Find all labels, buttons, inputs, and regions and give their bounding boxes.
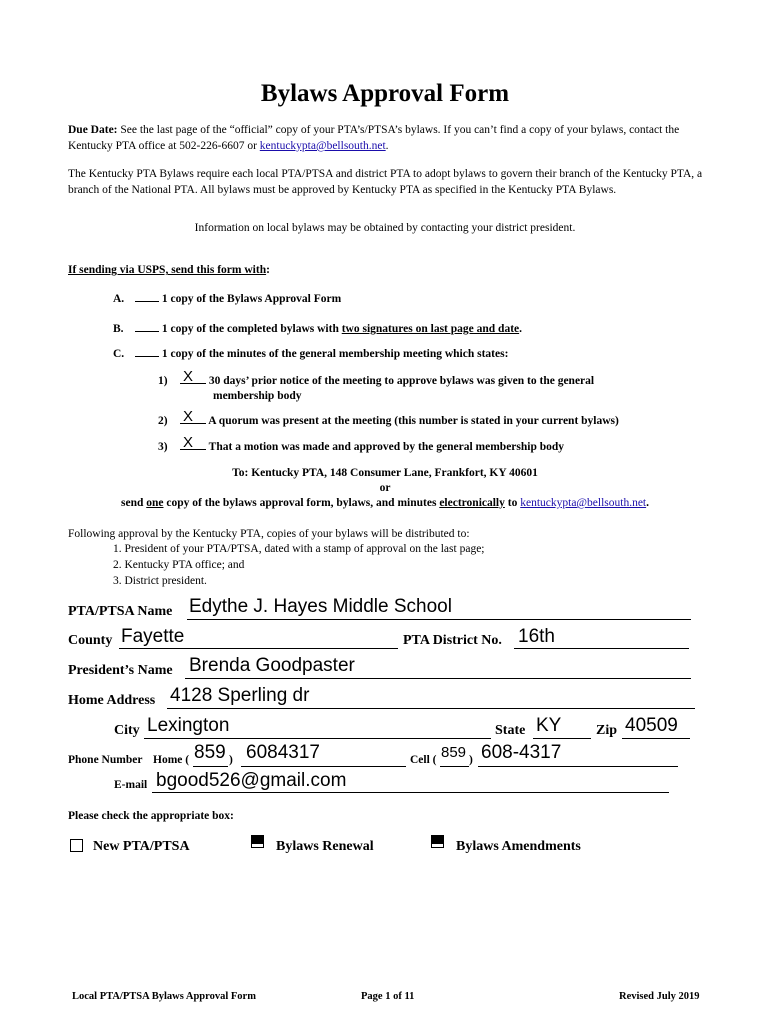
email-field[interactable]: bgood526@gmail.com — [156, 770, 347, 791]
distribution-item: 2. Kentucky PTA office; and — [113, 559, 245, 571]
requirement-paragraph: The Kentucky PTA Bylaws require each local PTA/PTSA and district PTA to adopt bylaws to govern their branch of the Kentucky PTA, a branch of the National PTA. All bylaws must be approved by Kentucky PTA as specified in the Kentucky PTA Bylaws. — [68, 168, 703, 196]
pta-name-field[interactable]: Edythe J. Hayes Middle School — [189, 596, 452, 617]
electronic-line — [0, 497, 770, 509]
usps-heading — [68, 262, 708, 278]
county-label: County — [68, 633, 113, 648]
or-line: or — [379, 482, 391, 494]
pta-name-label: PTA/PTSA Name — [68, 604, 173, 619]
subitem-check[interactable] — [180, 408, 206, 425]
home-paren-close: ) — [229, 754, 233, 766]
email-label: E-mail — [114, 779, 148, 791]
form-title: Bylaws Approval Form — [260, 80, 510, 107]
city-label: City — [114, 723, 140, 738]
distribution-list — [113, 541, 713, 589]
address-label: Home Address — [68, 693, 156, 708]
usps-heading-text: If sending via USPS, send this form with — [68, 264, 267, 276]
usps-item-a — [113, 291, 341, 307]
zip-line — [622, 738, 690, 739]
subitem-label: 1) — [158, 375, 168, 387]
period: . — [385, 140, 389, 152]
elec-pre: send — [120, 497, 144, 509]
district-line — [514, 648, 689, 649]
distribution-intro: Following approval by the Kentucky PTA, copies of your bylaws will be distributed to: — [68, 528, 470, 540]
item-label: A. — [113, 293, 125, 305]
president-line — [185, 678, 691, 679]
item-text: 1 copy of the Bylaws Approval Form — [161, 293, 342, 305]
bylaws-renewal-checkbox[interactable] — [251, 835, 264, 848]
cell-paren-close: ) — [469, 754, 473, 766]
x-mark: X — [183, 368, 194, 385]
email-line — [152, 792, 669, 793]
state-label: State — [495, 723, 526, 738]
zip-label: Zip — [596, 723, 618, 738]
bylaws-renewal-label: Bylaws Renewal — [276, 839, 374, 854]
usps-subitem-1 — [158, 368, 658, 404]
usps-item-c — [113, 346, 508, 362]
home-area-field[interactable]: 859 — [194, 742, 226, 763]
elec-one: one — [146, 497, 164, 509]
item-label: C. — [113, 348, 125, 360]
email-link[interactable]: kentuckypta@bellsouth.net — [259, 140, 386, 152]
x-mark: X — [183, 434, 194, 451]
president-field[interactable]: Brenda Goodpaster — [189, 655, 355, 676]
subitem-text: 30 days’ prior notice of the meeting to approve bylaws was given to the general — [208, 375, 595, 387]
county-field[interactable]: Fayette — [121, 626, 185, 647]
usps-subitem-2 — [158, 408, 678, 429]
item-underlined: two signatures on last page and date — [341, 323, 520, 335]
elec-end: . — [646, 497, 649, 509]
footer-page: Page 1 of 11 — [361, 991, 415, 1002]
cell-label: Cell ( — [410, 754, 437, 766]
new-pta-label: New PTA/PTSA — [93, 839, 190, 854]
check-blank[interactable] — [135, 321, 159, 332]
cell-area-line — [440, 766, 469, 767]
item-text: 1 copy of the minutes of the general membership meeting which states: — [161, 348, 509, 360]
subitem-check[interactable] — [180, 368, 206, 385]
check-blank[interactable] — [135, 346, 159, 357]
home-area-line — [193, 766, 228, 767]
due-date-text: See the last page of the “official” copy of your PTA’s/PTSA’s bylaws. If you can’t find a copy of your bylaws, contact the Kentucky PTA office at 502-226-6607 or — [68, 124, 680, 152]
home-label: Home ( — [153, 754, 190, 766]
usps-heading-colon: : — [266, 264, 270, 276]
subitem-text: A quorum was present at the meeting (this number is stated in your current bylaws) — [208, 415, 619, 427]
city-line — [144, 738, 491, 739]
state-field[interactable]: KY — [536, 715, 562, 736]
usps-subitem-3 — [158, 434, 658, 455]
info-line: Information on local bylaws may be obtained by contacting your district president. — [194, 222, 576, 234]
item-text: 1 copy of the completed bylaws with — [161, 323, 339, 335]
elec-word: electronically — [439, 497, 505, 509]
home-number-field[interactable]: 6084317 — [246, 742, 320, 763]
item-label: B. — [113, 323, 124, 335]
bylaws-amendments-checkbox[interactable] — [431, 835, 444, 848]
check-heading: Please check the appropriate box: — [68, 810, 234, 822]
subitem-text: That a motion was made and approved by the general membership body — [208, 441, 565, 453]
due-date-label: Due Date: — [68, 124, 118, 136]
phone-label: Phone Number — [68, 754, 143, 766]
address-line — [167, 708, 695, 709]
pta-name-line — [187, 619, 691, 620]
subitem-check[interactable] — [180, 434, 206, 451]
elec-to: to — [507, 497, 518, 509]
president-label: President’s Name — [68, 663, 173, 678]
subitem-label: 3) — [158, 441, 168, 453]
cell-number-line — [478, 766, 678, 767]
electronic-email-link[interactable]: kentuckypta@bellsouth.net — [520, 497, 647, 509]
bylaws-amendments-label: Bylaws Amendments — [456, 839, 581, 854]
home-number-line — [241, 766, 406, 767]
elec-mid: copy of the bylaws approval form, bylaws, and minutes — [166, 497, 437, 509]
mailing-address: To: Kentucky PTA, 148 Consumer Lane, Frankfort, KY 40601 — [232, 467, 538, 479]
subitem-text-cont: membership body — [213, 390, 302, 402]
district-label: PTA District No. — [403, 633, 502, 648]
city-field[interactable]: Lexington — [147, 715, 230, 736]
footer-left: Local PTA/PTSA Bylaws Approval Form — [72, 991, 256, 1002]
usps-item-b — [113, 321, 522, 337]
cell-number-field[interactable]: 608-4317 — [481, 742, 562, 763]
zip-field[interactable]: 40509 — [625, 715, 678, 736]
cell-area-field[interactable]: 859 — [441, 744, 467, 761]
item-end: . — [519, 323, 523, 335]
subitem-label: 2) — [158, 415, 168, 427]
due-date-paragraph — [68, 122, 708, 154]
distribution-item: 3. District president. — [113, 575, 207, 587]
address-field[interactable]: 4128 Sperling dr — [170, 685, 310, 706]
county-line — [119, 648, 398, 649]
new-pta-checkbox[interactable] — [70, 839, 83, 852]
check-blank[interactable] — [135, 291, 159, 302]
x-mark: X — [183, 408, 194, 425]
state-line — [533, 738, 591, 739]
distribution-item: 1. President of your PTA/PTSA, dated with a stamp of approval on the last page; — [113, 543, 485, 555]
footer-revised: Revised July 2019 — [619, 991, 700, 1002]
district-field[interactable]: 16th — [518, 626, 555, 647]
